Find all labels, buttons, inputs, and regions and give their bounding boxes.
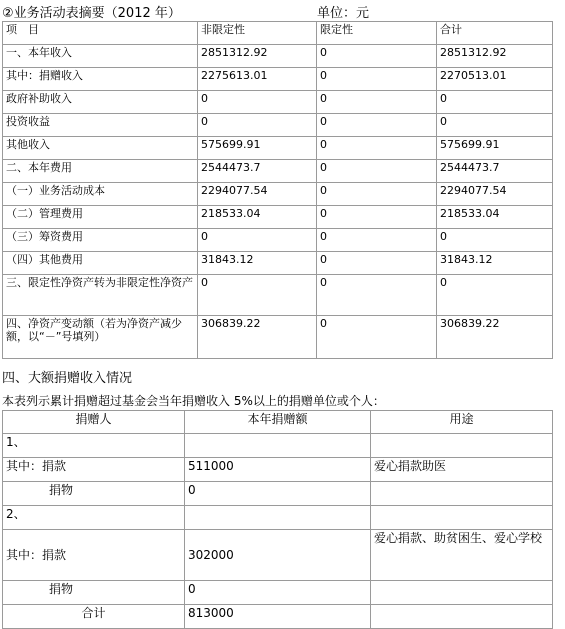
donor-cell: 捐物: [3, 581, 185, 605]
header-cell: 本年捐赠额: [185, 411, 371, 434]
cell-value: 2544473.7: [198, 160, 317, 183]
row-label: 其中：捐赠收入: [3, 68, 198, 91]
cell-value: 0: [198, 275, 317, 316]
amount-cell: 0: [185, 482, 371, 506]
cell-value: 0: [198, 91, 317, 114]
cell-value: 0: [317, 275, 437, 316]
cell-value: 306839.22: [198, 316, 317, 359]
table-row: [3, 252, 553, 275]
cell-value: 0: [198, 229, 317, 252]
cell-value: 0: [437, 229, 553, 252]
table-row: [3, 229, 553, 252]
cell-value: 0: [317, 206, 437, 229]
cell-value: 0: [317, 68, 437, 91]
header-cell: 限定性: [317, 22, 437, 45]
table-row: [3, 206, 553, 229]
cell-value: 0: [317, 252, 437, 275]
cell-value: 0: [317, 45, 437, 68]
donor-cell: 其中：捐款: [3, 458, 185, 482]
purpose-cell: [371, 506, 553, 530]
purpose-cell: 爱心捐款助医: [371, 458, 553, 482]
row-label: 政府补助收入: [3, 91, 198, 114]
donor-cell: 2、: [3, 506, 185, 530]
cell-value: 218533.04: [198, 206, 317, 229]
cell-value: 575699.91: [437, 137, 553, 160]
large-donations-table: [2, 410, 553, 629]
donor-cell: 1、: [3, 434, 185, 458]
table-row: [3, 434, 553, 458]
cell-value: 2851312.92: [437, 45, 553, 68]
cell-value: 2275613.01: [198, 68, 317, 91]
activity-summary-table: [2, 21, 553, 359]
header-cell: 用途: [371, 411, 553, 434]
donor-cell: 捐物: [3, 482, 185, 506]
row-label: 四、净资产变动额（若为净资产减少额，以“－”号填列）: [3, 316, 198, 359]
cell-value: 575699.91: [198, 137, 317, 160]
cell-value: 2851312.92: [198, 45, 317, 68]
cell-value: 0: [317, 114, 437, 137]
donor-cell: 其中：捐款: [3, 530, 185, 581]
amount-cell: 0: [185, 581, 371, 605]
total-label: 合计: [3, 605, 185, 629]
row-label: 其他收入: [3, 137, 198, 160]
table-row: [3, 275, 553, 316]
amount-cell: [185, 434, 371, 458]
total-amount: 813000: [185, 605, 371, 629]
table-row: [3, 68, 553, 91]
header-cell: 项 目: [3, 22, 198, 45]
table-row: [3, 137, 553, 160]
cell-value: 0: [317, 160, 437, 183]
amount-cell: [185, 506, 371, 530]
purpose-cell: 爱心捐款、助贫困生、爱心学校: [371, 530, 553, 581]
section-intro: 本表列示累计捐赠超过基金会当年捐赠收入 5%以上的捐赠单位或个人：: [2, 394, 385, 408]
cell-value: 0: [437, 275, 553, 316]
row-label: （一）业务活动成本: [3, 183, 198, 206]
row-label: 三、限定性净资产转为非限定性净资产: [3, 275, 198, 316]
cell-value: 31843.12: [437, 252, 553, 275]
cell-value: 2294077.54: [198, 183, 317, 206]
section-heading: 四、大额捐赠收入情况: [2, 371, 133, 386]
cell-value: 31843.12: [198, 252, 317, 275]
header-cell: 非限定性: [198, 22, 317, 45]
cell-value: 306839.22: [437, 316, 553, 359]
table-row: [3, 482, 553, 506]
row-label: 一、本年收入: [3, 45, 198, 68]
amount-cell: 302000: [185, 530, 371, 581]
row-label: （三）筹资费用: [3, 229, 198, 252]
amount-cell: 511000: [185, 458, 371, 482]
purpose-cell: [371, 434, 553, 458]
table-row: [3, 316, 553, 359]
cell-value: 0: [317, 183, 437, 206]
row-label: （四）其他费用: [3, 252, 198, 275]
cell-value: 0: [317, 229, 437, 252]
row-label: 投资收益: [3, 114, 198, 137]
cell-value: 218533.04: [437, 206, 553, 229]
cell-value: 0: [437, 114, 553, 137]
cell-value: 0: [437, 91, 553, 114]
table-row: [3, 114, 553, 137]
table-row: [3, 581, 553, 605]
row-label: （二）管理费用: [3, 206, 198, 229]
table-row: [3, 91, 553, 114]
table-row: [3, 160, 553, 183]
cell-value: 2270513.01: [437, 68, 553, 91]
table-row: [3, 605, 553, 629]
table-header-row: [3, 411, 553, 434]
cell-value: 0: [317, 137, 437, 160]
header-cell: 合计: [437, 22, 553, 45]
cell-value: 0: [198, 114, 317, 137]
unit-label: 单位：元: [317, 6, 370, 21]
section-title: ②业务活动表摘要（2012 年）: [2, 6, 181, 21]
cell-value: 0: [317, 316, 437, 359]
table-row: [3, 183, 553, 206]
table-row: [3, 458, 553, 482]
row-label: 二、本年费用: [3, 160, 198, 183]
table-row: [3, 530, 553, 581]
table-header-row: [3, 22, 553, 45]
header-cell: 捐赠人: [3, 411, 185, 434]
cell-value: 2294077.54: [437, 183, 553, 206]
cell-value: 2544473.7: [437, 160, 553, 183]
purpose-cell: [371, 605, 553, 629]
table-row: [3, 506, 553, 530]
purpose-cell: [371, 581, 553, 605]
purpose-cell: [371, 482, 553, 506]
cell-value: 0: [317, 91, 437, 114]
table-row: [3, 45, 553, 68]
